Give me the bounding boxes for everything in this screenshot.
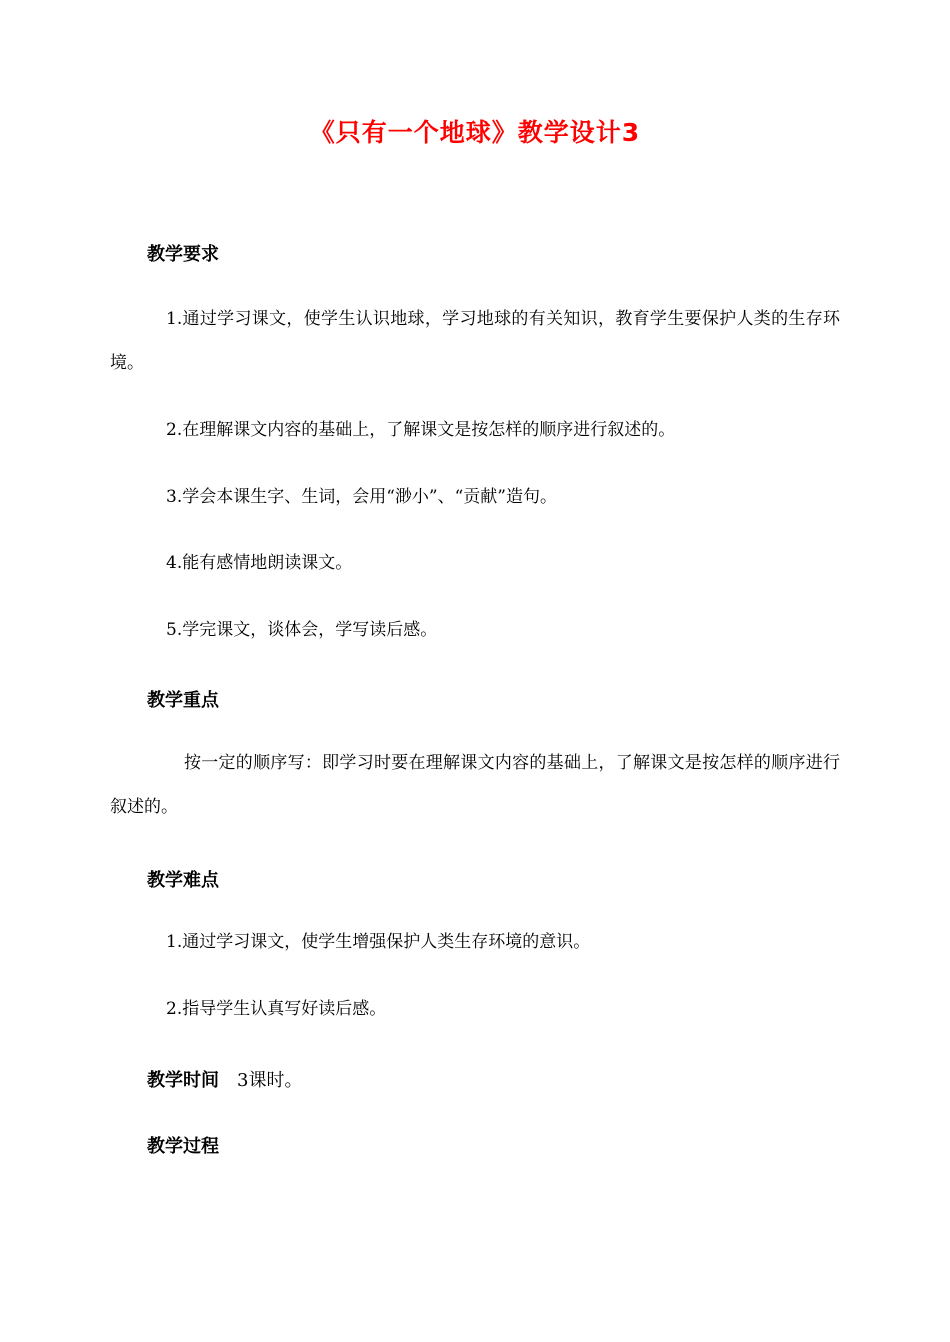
key-points-heading: 教学重点 (147, 690, 219, 711)
requirement-item-5: 5.学完课文，谈体会，学写读后感。 (166, 620, 438, 640)
time-row (147, 1066, 302, 1092)
requirement-item-2: 2.在理解课文内容的基础上，了解课文是按怎样的顺序进行叙述的。 (166, 420, 676, 440)
time-value: 3课时。 (237, 1070, 303, 1091)
requirement-item-3: 3.学会本课生字、生词，会用“渺小”、“贡献”造句。 (166, 487, 557, 507)
key-points-text: 按一定的顺序写：即学习时要在理解课文内容的基础上，了解课文是按怎样的顺序进行叙述的。 (110, 753, 840, 817)
process-heading: 教学过程 (147, 1136, 219, 1157)
requirement-item-1: 1.通过学习课文，使学生认识地球，学习地球的有关知识，教育学生要保护人类的生存环境。 (110, 309, 840, 373)
time-heading: 教学时间 (147, 1070, 219, 1091)
difficulty-item-2: 2.指导学生认真写好读后感。 (166, 999, 387, 1019)
difficulties-heading: 教学难点 (147, 870, 219, 891)
requirement-item-4: 4.能有感情地朗读课文。 (166, 553, 353, 573)
difficulty-item-1: 1.通过学习课文，使学生增强保护人类生存环境的意识。 (166, 932, 591, 952)
requirements-heading: 教学要求 (147, 244, 219, 265)
document-title: 《只有一个地球》教学设计3 (309, 118, 641, 147)
